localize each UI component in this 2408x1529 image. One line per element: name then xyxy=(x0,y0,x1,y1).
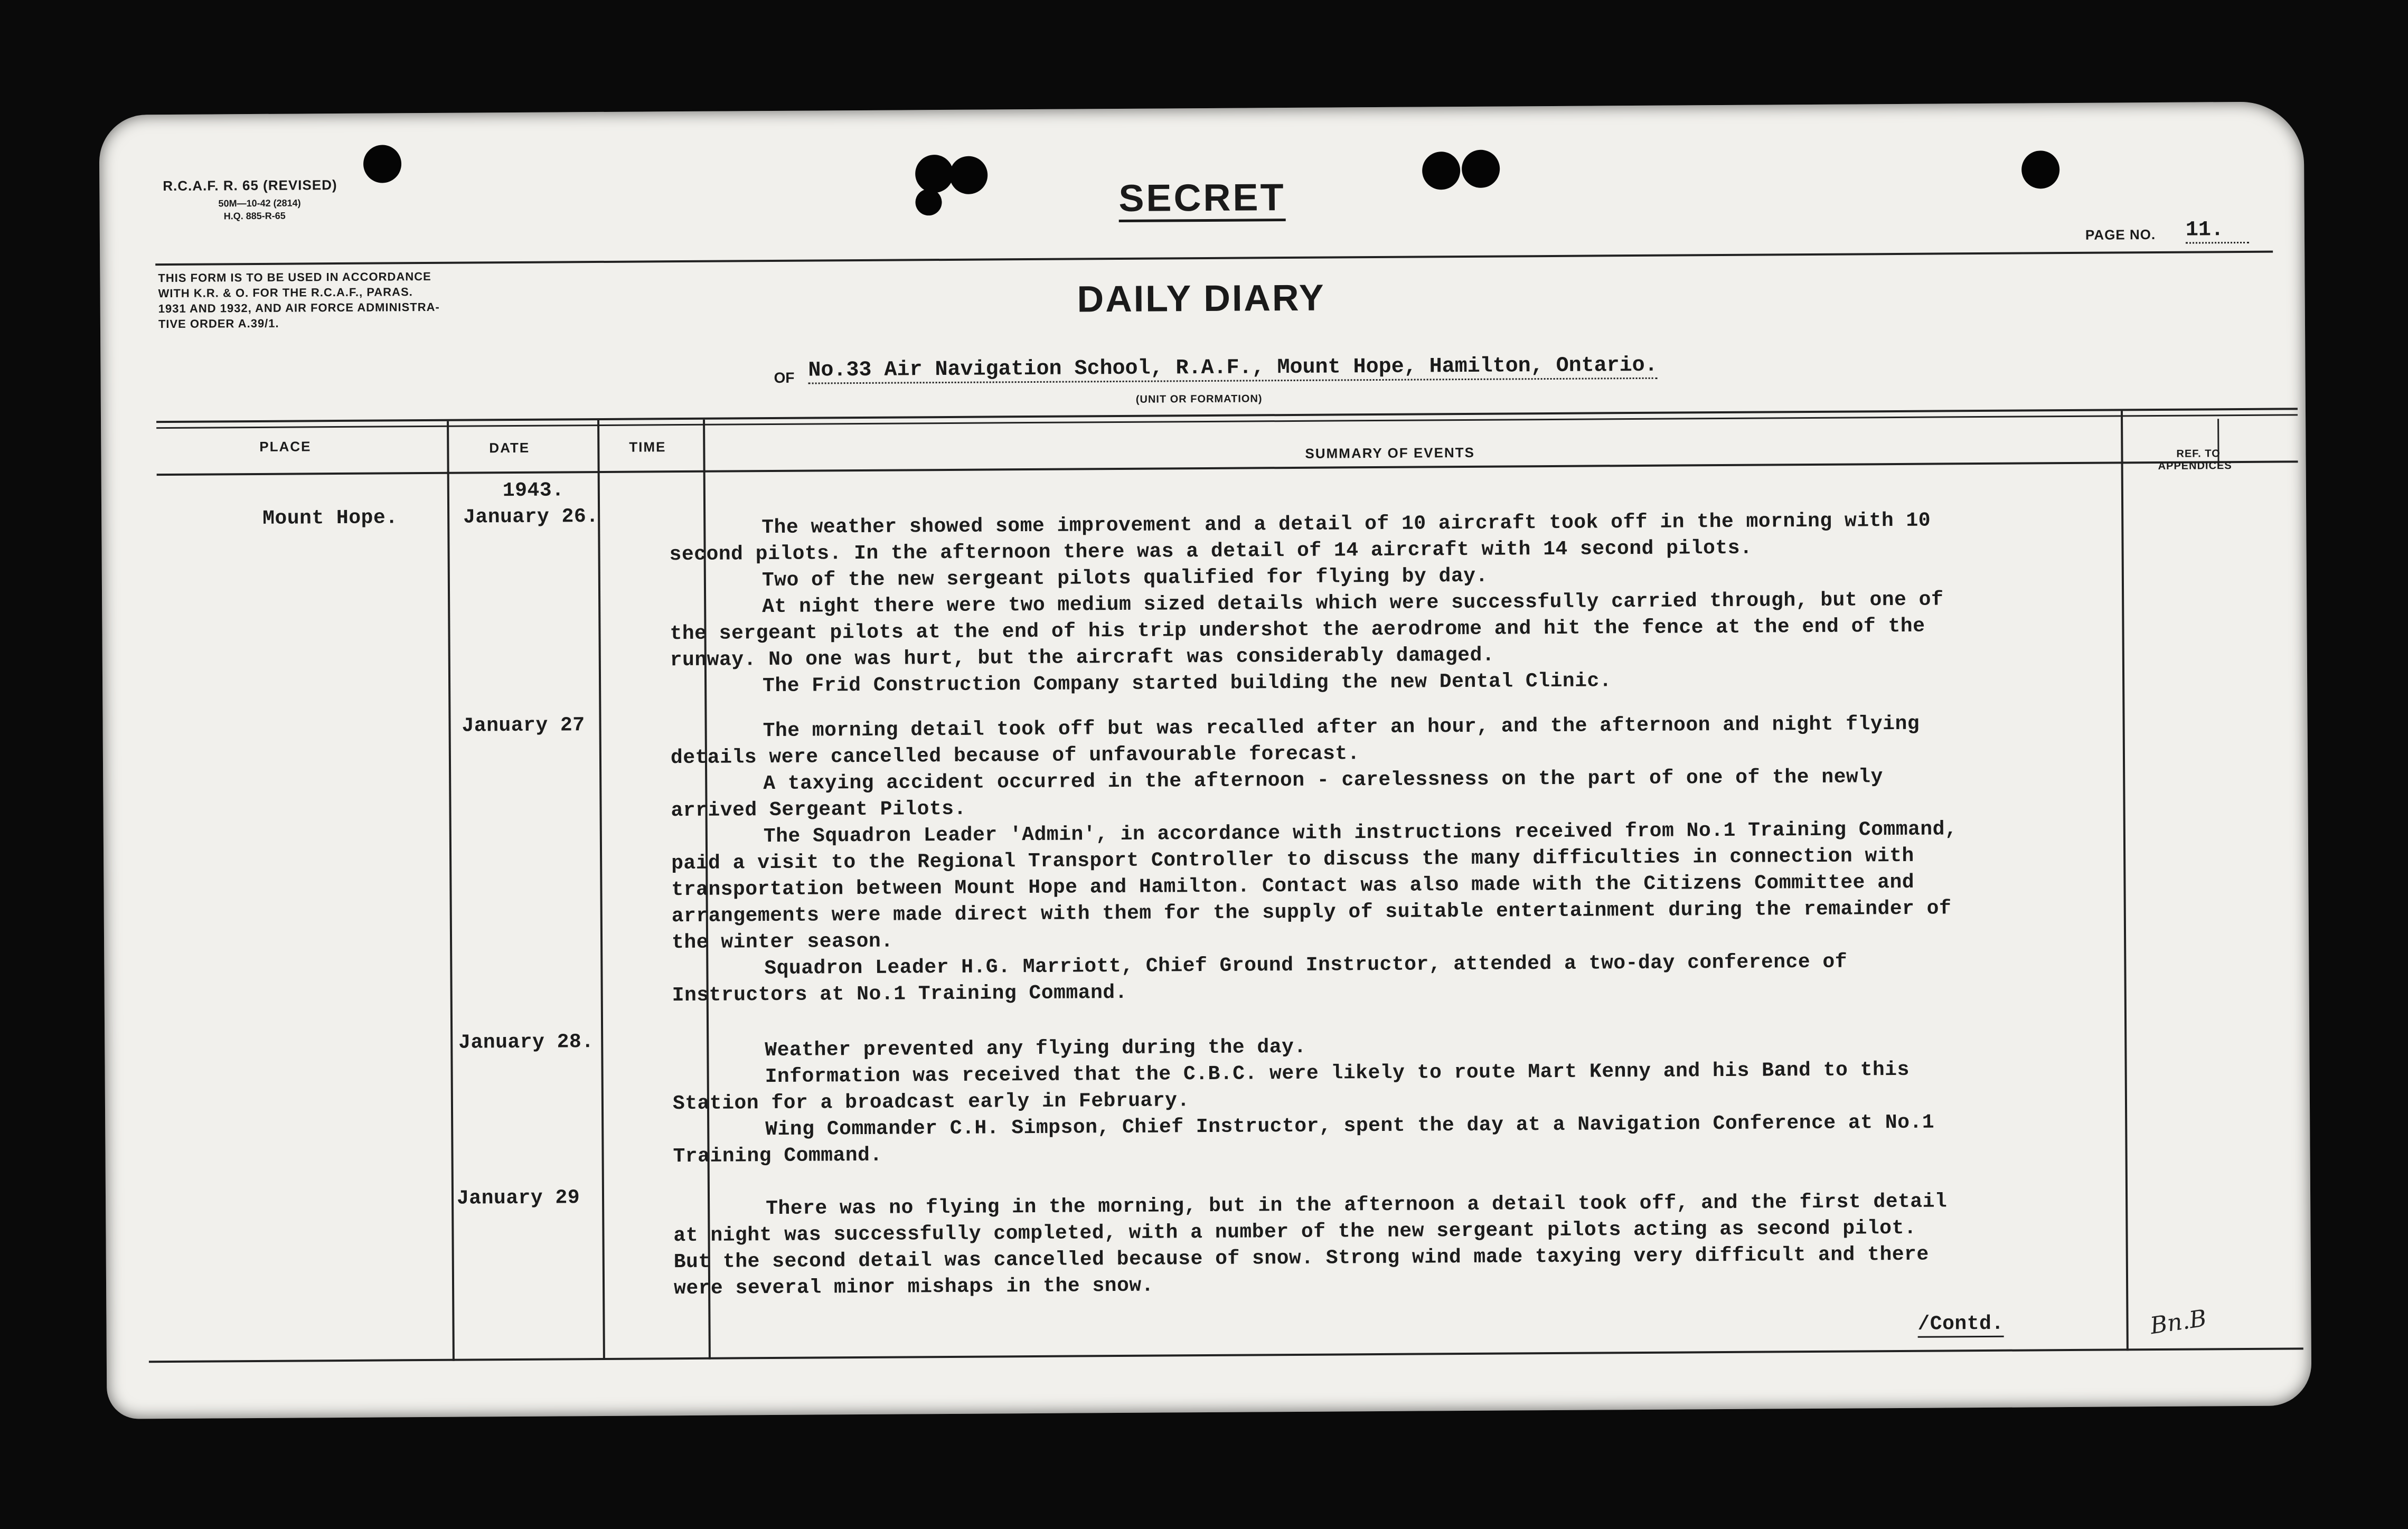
header-rule xyxy=(155,251,2273,266)
place-entry: Mount Hope. xyxy=(262,506,398,530)
summary-line: A taxying accident occurred in the afternoon - carelessness on the part of one of the newly xyxy=(763,766,1883,796)
summary-line: were several minor mishaps in the snow. xyxy=(673,1274,1154,1300)
summary-line: transportation between Mount Hope and Hamilton. Contact was also made with the Citizens Committee and xyxy=(671,871,1915,902)
date-entry: January 28. xyxy=(458,1031,594,1054)
diary-sheet xyxy=(99,101,2311,1419)
summary-line: At night there were two medium sized details which were successfully carried through, but one of xyxy=(762,588,1944,619)
date-entry: January 29 xyxy=(456,1186,580,1210)
date-entry: January 26. xyxy=(463,505,599,529)
punch-hole xyxy=(949,156,987,194)
summary-line: second pilots. In the afternoon there was a detail of 14 aircraft with 14 second pilots. xyxy=(669,536,1753,567)
summary-line: Instructors at No.1 Training Command. xyxy=(672,981,1128,1007)
punch-hole xyxy=(915,189,942,215)
summary-line: arrived Sergeant Pilots. xyxy=(671,797,966,823)
punch-hole xyxy=(1462,150,1500,188)
page-number: 11. xyxy=(2186,218,2249,244)
of-label: OF xyxy=(774,369,795,386)
divider-summary-ref xyxy=(2121,411,2129,1351)
notice-line: 1931 AND 1932, AND AIR FORCE ADMINISTRA- xyxy=(158,300,440,316)
summary-line: The morning detail took off but was recalled after an hour, and the afternoon and night flying xyxy=(763,712,1920,743)
punch-hole xyxy=(1422,152,1460,190)
entry-jan-28 xyxy=(672,1030,2046,1170)
summary-line: Wing Commander C.H. Simpson, Chief Instructor, spent the day at a Navigation Conference at No.1 xyxy=(765,1111,1935,1141)
summary-line: The weather showed some improvement and a detail of 10 aircraft took off in the morning with 10 xyxy=(761,509,1931,540)
entry-jan-27 xyxy=(670,710,2045,1009)
summary-line: details were cancelled because of unfavourable forecast. xyxy=(670,742,1360,770)
summary-line: paid a visit to the Regional Transport Controller to discuss the many difficulties in connection with xyxy=(671,844,1914,875)
summary-line: Weather prevented any flying during the day. xyxy=(765,1035,1306,1062)
col-ref-line2: APPENDICES xyxy=(2158,460,2232,472)
form-notice xyxy=(158,268,560,332)
date-entry: January 27 xyxy=(462,714,585,738)
summary-line: The Frid Construction Company started building the new Dental Clinic. xyxy=(762,669,1612,698)
divider-place-date xyxy=(447,421,455,1361)
form-sub-1: 50M—10-42 (2814) xyxy=(218,197,301,209)
page-label: PAGE NO. xyxy=(2085,226,2156,243)
summary-line: Information was received that the C.B.C. were likely to route Mart Kenny and his Band to this xyxy=(765,1058,1910,1089)
classification-stamp: SECRET xyxy=(1118,176,1286,222)
col-place: PLACE xyxy=(259,438,312,455)
summary-line: Station for a broadcast early in February. xyxy=(672,1089,1190,1116)
col-ref-line1: REF. TO xyxy=(2176,448,2221,460)
notice-line: WITH K.R. & O. FOR THE R.C.A.F., PARAS. xyxy=(158,285,413,300)
form-id: R.C.A.F. R. 65 (REVISED) xyxy=(163,177,337,194)
punch-hole xyxy=(2021,150,2059,188)
punch-hole xyxy=(363,145,401,183)
summary-line: There was no flying in the morning, but in the afternoon a detail took off, and the first detail xyxy=(766,1190,1948,1221)
form-sub-2: H.Q. 885-R-65 xyxy=(223,210,286,222)
col-time: TIME xyxy=(629,439,666,455)
form-title: DAILY DIARY xyxy=(1077,277,1325,320)
notice-line: TIVE ORDER A.39/1. xyxy=(158,316,279,331)
summary-line: Training Command. xyxy=(673,1144,882,1168)
punch-hole xyxy=(915,155,953,193)
notice-line: THIS FORM IS TO BE USED IN ACCORDANCE xyxy=(158,269,431,285)
summary-line: at night was successfully completed, with a number of the new sergeant pilots acting as second pilot. xyxy=(673,1216,1917,1248)
summary-line: the winter season. xyxy=(671,930,893,955)
handwritten-initials: Bn.B xyxy=(2148,1305,2208,1340)
summary-line: Two of the new sergeant pilots qualified for flying by day. xyxy=(761,564,1488,592)
entry-jan-26 xyxy=(669,507,2043,700)
unit-name: No.33 Air Navigation School, R.A.F., Mount Hope, Hamilton, Ontario. xyxy=(808,354,1658,384)
entry-jan-29 xyxy=(673,1188,2047,1302)
year-entry: 1943. xyxy=(502,479,565,503)
continued-marker: /Contd. xyxy=(1917,1313,2003,1338)
summary-line: But the second detail was cancelled because of snow. Strong wind made taxying very difficult and there xyxy=(673,1243,1929,1274)
divider-date-time xyxy=(597,420,605,1360)
column-header-rule xyxy=(157,460,2298,476)
col-summary: SUMMARY OF EVENTS xyxy=(1305,444,1475,461)
summary-line: arrangements were made direct with them for the supply of suitable entertainment during the remainder of xyxy=(671,897,1952,928)
summary-line: The Squadron Leader 'Admin', in accordance with instructions received from No.1 Training Command, xyxy=(763,818,1958,848)
unit-caption: (UNIT OR FORMATION) xyxy=(1135,393,1263,405)
summary-line: runway. No one was hurt, but the aircraft was considerably damaged. xyxy=(670,644,1495,672)
col-date: DATE xyxy=(489,439,530,456)
table-bottom-rule xyxy=(149,1347,2303,1363)
summary-line: the sergeant pilots at the end of his trip undershot the aerodrome and hit the fence at the end of the xyxy=(670,615,1925,646)
summary-line: Squadron Leader H.G. Marriott, Chief Ground Instructor, attended a two-day conference of xyxy=(764,950,1848,980)
